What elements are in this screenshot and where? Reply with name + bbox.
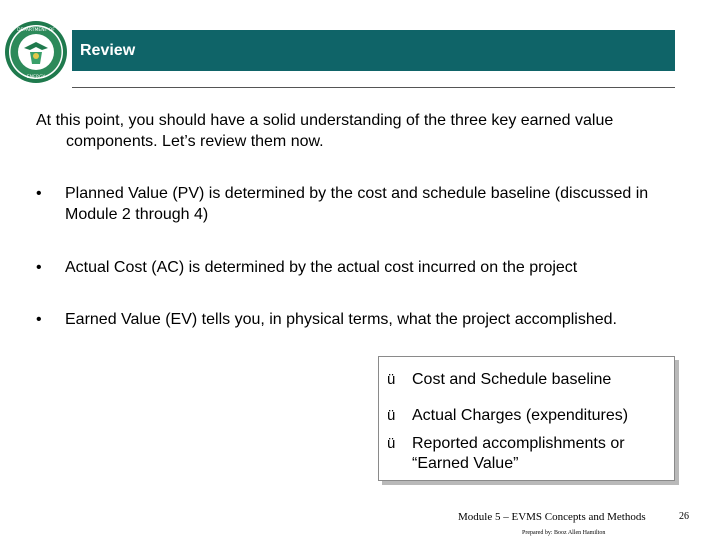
checklist-item	[387, 406, 667, 426]
summary-callout-box	[378, 356, 675, 481]
bullet-text: Planned Value (PV) is determined by the cost and schedule baseline (discussed in Module 2 through 4)	[65, 185, 649, 223]
checklist-text: Reported accomplishments or “Earned Value”	[412, 435, 625, 472]
checkmark-icon: ü	[387, 407, 396, 424]
bullet-marker: •	[36, 185, 42, 202]
bullet-item	[36, 183, 676, 225]
bullet-text: Actual Cost (AC) is determined by the actual cost incurred on the project	[65, 259, 578, 276]
footer-prepared-by: Prepared by: Booz Allen Hamilton	[522, 530, 606, 536]
page-number: 26	[679, 511, 689, 522]
checklist-text: Cost and Schedule baseline	[412, 371, 612, 388]
svg-text:DEPARTMENT OF: DEPARTMENT OF	[17, 28, 55, 33]
bullet-marker: •	[36, 311, 42, 328]
department-seal-logo	[4, 20, 68, 84]
checkmark-icon: ü	[387, 371, 396, 388]
checklist-item	[387, 370, 667, 390]
bullet-item	[36, 257, 676, 278]
bullet-text: Earned Value (EV) tells you, in physical terms, what the project accomplished.	[65, 311, 617, 328]
checklist-text: Actual Charges (expenditures)	[412, 407, 629, 424]
bullet-marker: •	[36, 259, 42, 276]
intro-paragraph: At this point, you should have a solid understanding of the three key earned value components. Let’s review them now.	[36, 112, 614, 150]
title-divider	[72, 87, 675, 88]
svg-text:ENERGY: ENERGY	[26, 75, 46, 80]
bullet-item	[36, 309, 676, 330]
slide-title-bar	[72, 30, 675, 71]
slide-title: Review	[80, 42, 136, 59]
checklist-item	[387, 434, 667, 474]
checkmark-icon: ü	[387, 435, 396, 452]
footer-module-label: Module 5 – EVMS Concepts and Methods	[458, 511, 646, 523]
